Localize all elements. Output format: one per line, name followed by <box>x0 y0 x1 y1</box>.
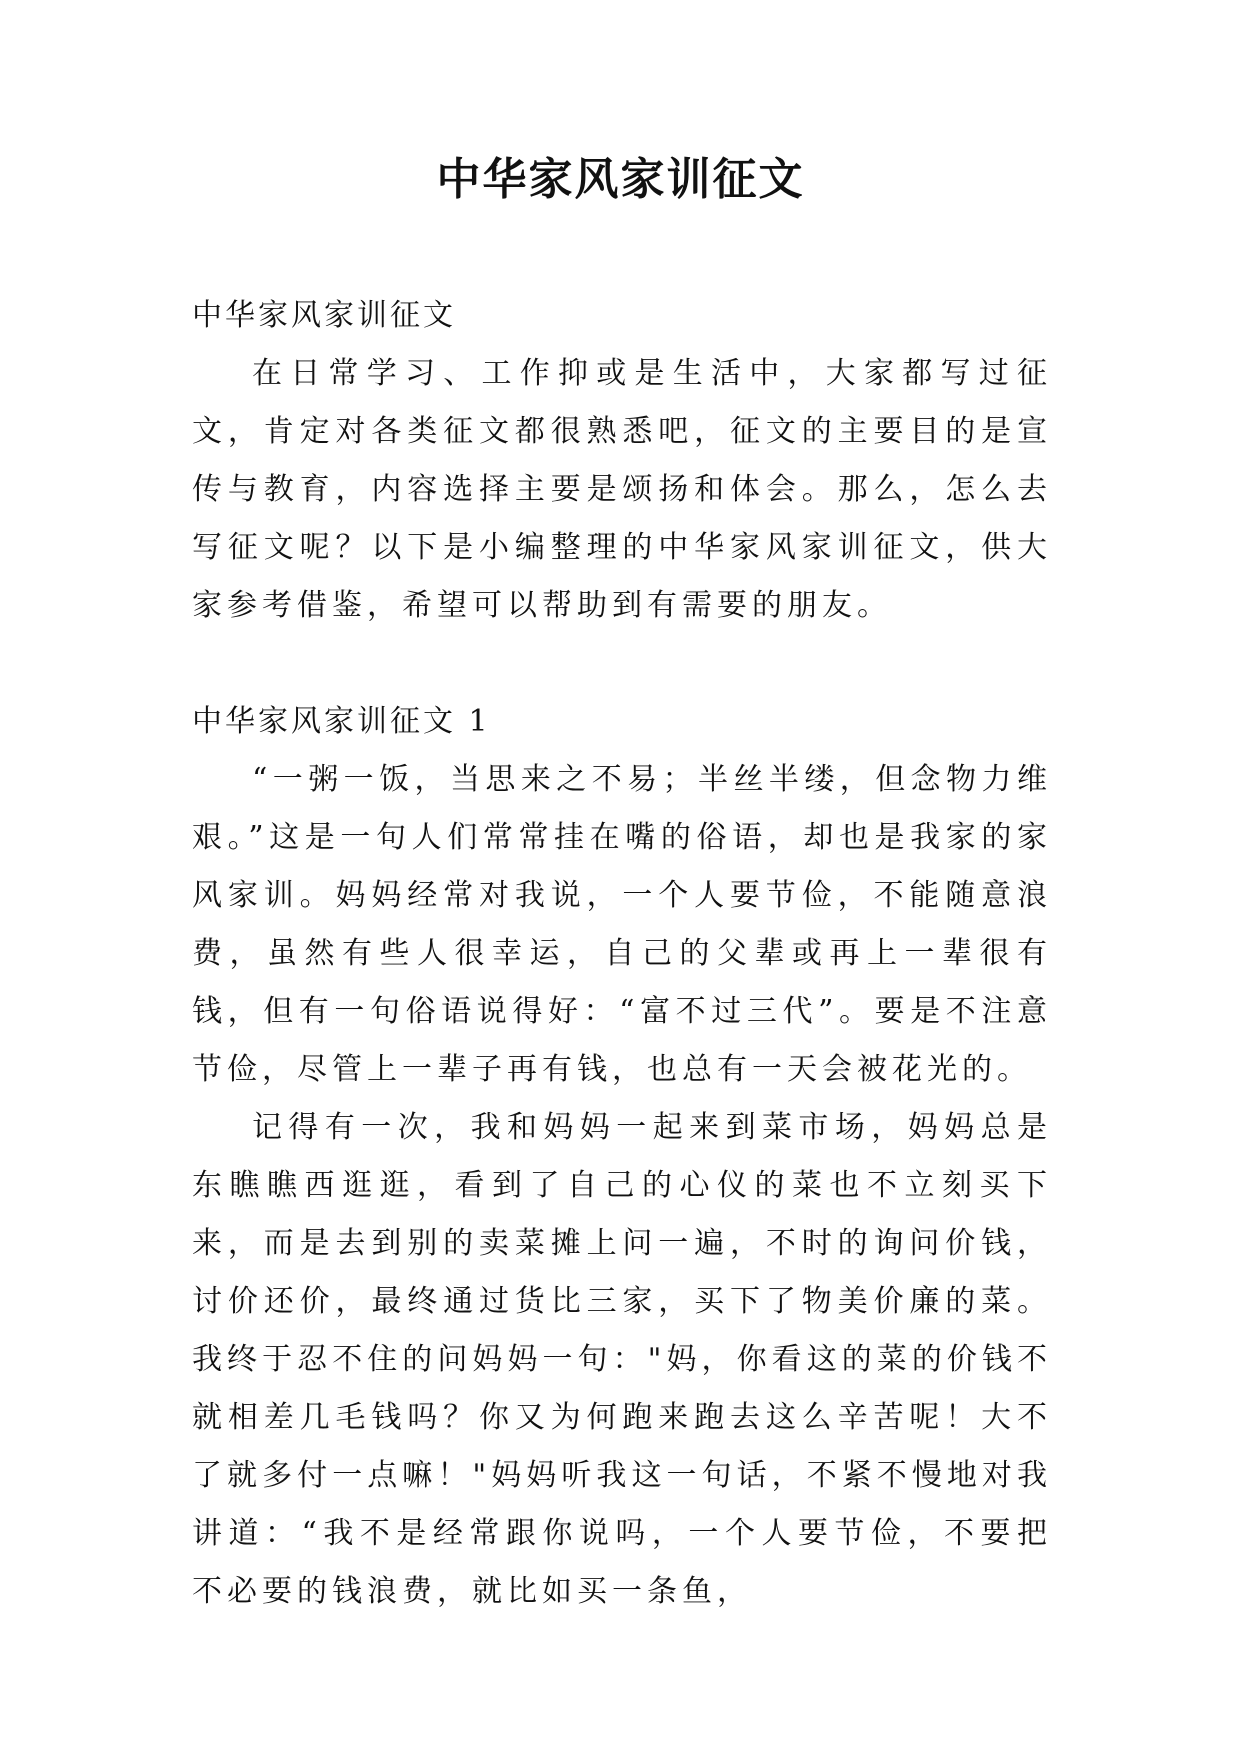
intro-paragraph: 在日常学习、工作抑或是生活中，大家都写过征文，肯定对各类征文都很熟悉吧，征文的主要目的是宣传与教育，内容选择主要是颂扬和体会。那么，怎么去写征文呢？以下是小编整理的中华家风家训征文，供大家参考借鉴，希望可以帮助到有需要的朋友。 <box>192 356 1052 623</box>
section-1-heading: 中华家风家训征文 1 <box>192 704 491 739</box>
document-title: 中华家风家训征文 <box>436 154 805 205</box>
section-spacer <box>192 635 1052 693</box>
intro-heading: 中华家风家训征文 <box>192 298 456 333</box>
document-body <box>192 287 1052 1621</box>
section-1-paragraph-1: “一粥一饭，当思来之不易；半丝半缕，但念物力维艰。”这是一句人们常常挂在嘴的俗语，却也是我家的家风家训。妈妈经常对我说，一个人要节俭，不能随意浪费，虽然有些人很幸运，自己的父辈或再上一辈很有钱，但有一句俗语说得好：“富不过三代”。要是不注意节俭，尽管上一辈子再有钱，也总有一天会被花光的。 <box>192 762 1052 1087</box>
section-1-paragraph-2: 记得有一次，我和妈妈一起来到菜市场，妈妈总是东瞧瞧西逛逛，看到了自己的心仪的菜也不立刻买下来，而是去到别的卖菜摊上问一遍，不时的询问价钱，讨价还价，最终通过货比三家，买下了物美价廉的菜。我终于忍不住的问妈妈一句："妈，你看这的菜的价钱不就相差几毛钱吗？你又为何跑来跑去这么辛苦呢！大不了就多付一点嘛！"妈妈听我这一句话，不紧不慢地对我讲道：“我不是经常跟你说吗，一个人要节俭，不要把不必要的钱浪费，就比如买一条鱼， <box>192 1110 1052 1609</box>
